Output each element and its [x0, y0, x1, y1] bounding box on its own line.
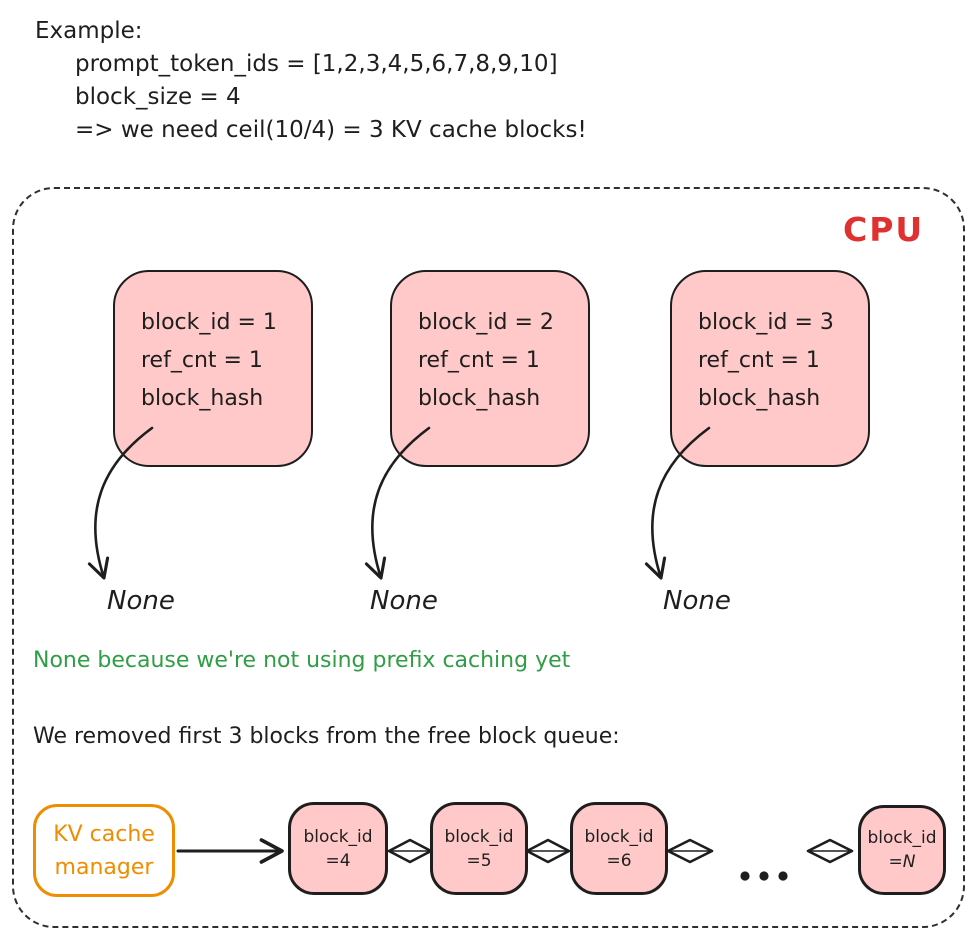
- cache-block-3-id: block_id = 3: [698, 310, 834, 335]
- none-label-2: None: [370, 586, 438, 616]
- cache-block-1: [113, 270, 313, 467]
- free-queue-block-4: [288, 802, 388, 895]
- example-line-block-size: block_size = 4: [75, 84, 241, 110]
- cache-block-2-hash: block_hash: [418, 386, 541, 411]
- free-queue-block-5-label: block_id: [444, 826, 514, 847]
- none-label-3: None: [663, 586, 731, 616]
- free-queue-caption: We removed first 3 blocks from the free block queue:: [33, 724, 620, 749]
- free-queue-block-5-value: =5: [466, 850, 492, 871]
- example-text-block: [35, 14, 587, 147]
- kv-cache-manager-box: [33, 804, 175, 897]
- cpu-label: CPU: [843, 210, 925, 249]
- cache-block-3-refcnt: ref_cnt = 1: [698, 348, 820, 373]
- free-queue-block-6: [570, 802, 668, 895]
- example-line-conclusion: => we need ceil(10/4) = 3 KV cache blocks!: [75, 117, 587, 143]
- free-queue-block-6-value: =6: [606, 850, 632, 871]
- example-line-prompt-token-ids: prompt_token_ids = [1,2,3,4,5,6,7,8,9,10]: [75, 51, 558, 77]
- prefix-caching-note: None because we're not using prefix caching yet: [33, 648, 571, 673]
- free-queue-block-n-label: block_id: [867, 828, 937, 848]
- free-queue-block-4-value: =4: [325, 850, 351, 871]
- free-queue-block-4-label: block_id: [303, 826, 373, 847]
- cache-block-1-refcnt: ref_cnt = 1: [141, 348, 263, 373]
- free-queue-block-n-value: =N: [888, 852, 916, 872]
- kv-manager-line1: KV cache: [53, 821, 155, 847]
- cache-block-1-hash: block_hash: [141, 386, 264, 411]
- cache-block-2-id: block_id = 2: [418, 310, 554, 335]
- cache-block-3-hash: block_hash: [698, 386, 821, 411]
- cache-block-2-refcnt: ref_cnt = 1: [418, 348, 540, 373]
- cache-block-3: [670, 270, 870, 467]
- cache-block-1-id: block_id = 1: [141, 310, 277, 335]
- cache-block-2: [390, 270, 590, 467]
- free-queue-block-n: [858, 805, 946, 895]
- example-title: Example:: [35, 18, 143, 44]
- free-queue-block-6-label: block_id: [584, 826, 654, 847]
- free-queue-block-5: [430, 802, 528, 895]
- kv-manager-line2: manager: [54, 854, 154, 880]
- none-label-1: None: [107, 586, 175, 616]
